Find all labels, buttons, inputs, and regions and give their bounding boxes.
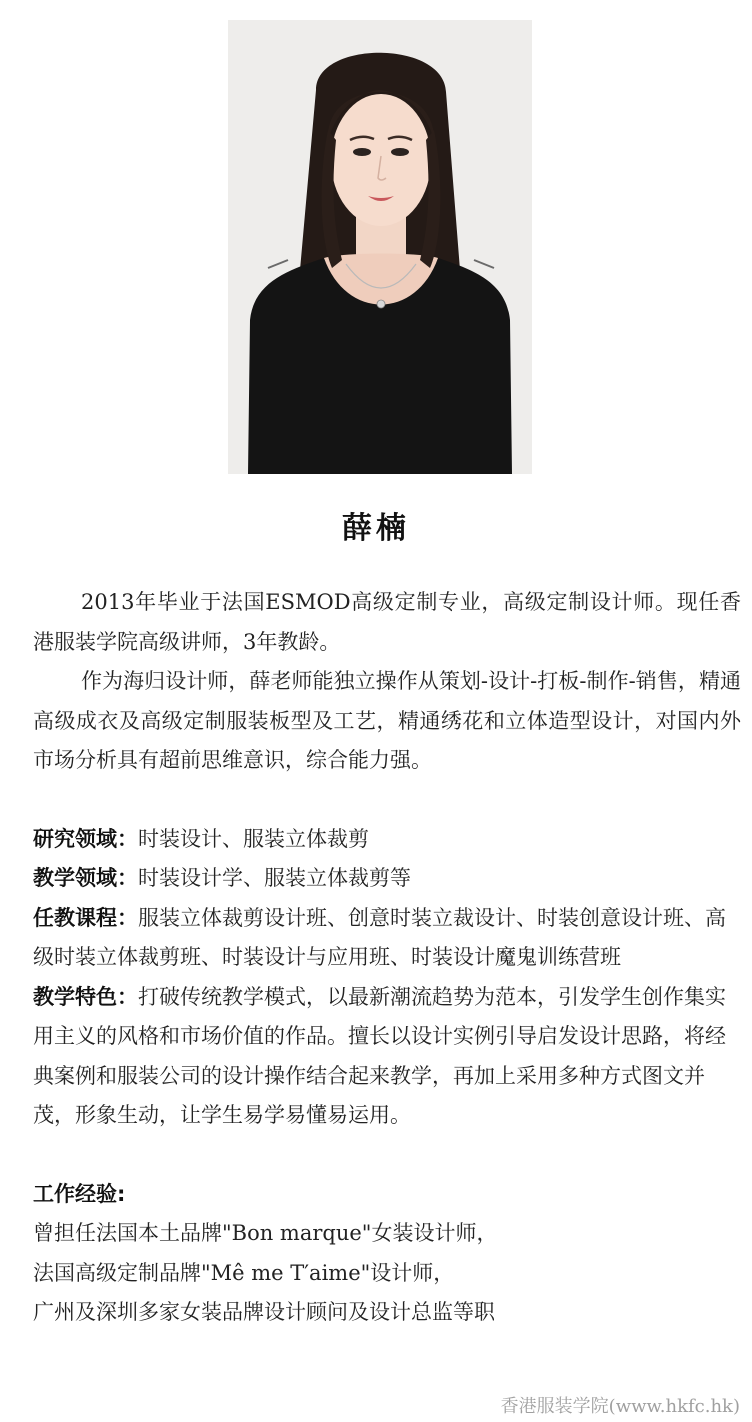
- teacher-name: 薛楠: [342, 511, 410, 546]
- spacer: [33, 1136, 741, 1175]
- teaching-field-label: 教学领域：: [33, 866, 138, 890]
- experience-line-2: 法国高级定制品牌"Mê me T′aime"设计师，: [33, 1260, 455, 1285]
- profile-content: [33, 583, 741, 1333]
- intro-paragraph-2: 作为海归设计师，薛老师能独立操作从策划-设计-打板-制作-销售，精通高级成衣及高级定制服装板型及工艺，精通绣花和立体造型设计，对国内外市场分析具有超前思维意识，综合能力强。: [33, 669, 741, 772]
- teaching-field-value: 时装设计学、服装立体裁剪等: [138, 866, 411, 890]
- teaching-style-value: 打破传统教学模式，以最新潮流趋势为范本，引发学生创作集实用主义的风格和市场价值的作品。擅长以设计实例引导启发设计思路，将经典案例和服装公司的设计操作结合起来教学，再加上采用多种方式图文并茂，形象生动，让学生易学易懂易运用。: [33, 984, 726, 1127]
- research-field: [33, 820, 741, 860]
- teaching-style-label: 教学特色：: [33, 984, 138, 1009]
- courses-value: 服装立体裁剪设计班、创意时装立裁设计、时装创意设计班、高级时装立体裁剪班、时装设计与应用班、时装设计魔鬼训练营班: [33, 905, 726, 969]
- teacher-portrait-photo: [228, 20, 532, 474]
- experience-title: 工作经验:: [33, 1181, 126, 1206]
- teaching-style: [33, 978, 741, 1136]
- courses-label: 任教课程：: [33, 905, 138, 930]
- spacer: [33, 781, 741, 820]
- experience-line-1: 曾担任法国本土品牌"Bon marque"女装设计师，: [33, 1221, 498, 1245]
- teaching-field: [33, 859, 741, 899]
- experience-line-3: 广州及深圳多家女装品牌设计顾问及设计总监等职: [33, 1300, 495, 1324]
- intro-paragraph-1: 2013年毕业于法国ESMOD高级定制专业，高级定制设计师。现任香港服装学院高级讲师，3年教龄。: [33, 590, 741, 654]
- research-field-label: 研究领域：: [33, 826, 138, 851]
- courses: [33, 899, 741, 978]
- watermark-text: 香港服装学院(www.hkfc.hk): [500, 1396, 740, 1417]
- research-field-value: 时装设计、服装立体裁剪: [138, 826, 369, 851]
